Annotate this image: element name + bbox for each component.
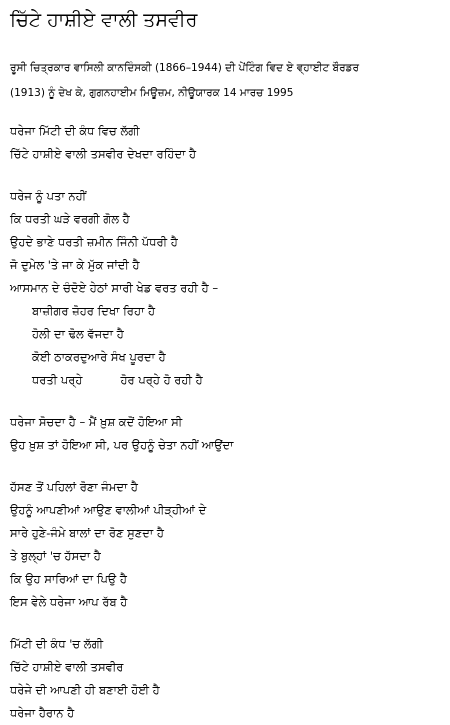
poem-line: ਧਰੇਜ ਨੂੰ ਪਤਾ ਨਹੀਂ (10, 189, 87, 203)
poem-line-indented: ਬਾਜ਼ੀਗਰ ਜ਼ੋਹਰ ਦਿਖਾ ਰਿਹਾ ਹੈ (32, 304, 156, 318)
poem-line: ਚਿੱਟੇ ਹਾਸ਼ੀਏ ਵਾਲੀ ਤਸਵੀਰ (10, 660, 124, 674)
intro-line: ਰੂਸੀ ਚਿਤ੍ਰਕਾਰ ਵਾਸਿਲੀ ਕਾਨਦਿੰਸਕੀ (1866–1944) ਦੀ ਪੇਂਟਿੰਗ ਵਿਦ ਏ ਵ੍ਹਾਈਟ ਬੌਰਡਰ (10, 62, 359, 74)
stanza-4 (10, 476, 440, 614)
poem-line: ਮਿੱਟੀ ਦੀ ਕੰਧ 'ਚ ਲੱਗੀ (10, 637, 104, 651)
poem-line: ਧਰੇਜਾ ਮਿੱਟੀ ਦੀ ਕੰਧ ਵਿਚ ਲੱਗੀ (10, 124, 140, 138)
stanza-3 (10, 411, 440, 457)
poem-line: ਸਾਰੇ ਹੁਣੇ-ਜੰਮੇ ਬਾਲਾਂ ਦਾ ਰੋਣ ਸੁਣਦਾ ਹੈ (10, 526, 164, 540)
poem-line: ਉਹਨੂੰ ਆਪਣੀਆਂ ਆਉਣ ਵਾਲੀਆਂ ਪੀੜ੍ਹੀਆਂ ਦੇ (10, 503, 207, 517)
poem-line: ਉਹਦੇ ਭਾਣੇ ਧਰਤੀ ਜ਼ਮੀਨ ਜਿੰਨੀ ਪੱਧਰੀ ਹੈ (10, 235, 178, 249)
split-line-right: ਹੋਰ ਪਰ੍ਹੇ ਹੋ ਰਹੀ ਹੈ (120, 373, 203, 387)
poem-line: ਧਰੇਜੇ ਦੀ ਆਪਣੀ ਹੀ ਬਣਾਈ ਹੋਈ ਹੈ (10, 683, 160, 697)
poem-line: ਇਸ ਵੇਲੇ ਧਰੇਜਾ ਆਪ ਰੱਬ ਹੈ (10, 595, 128, 609)
poem-line: ਆਸਮਾਨ ਦੇ ਚੰਦੋਏ ਹੇਠਾਂ ਸਾਰੀ ਖੇਡ ਵਰਤ ਰਹੀ ਹੈ – (10, 281, 219, 295)
intro-note (10, 56, 440, 106)
split-line-left: ਧਰਤੀ ਪਰ੍ਹੇ (32, 373, 83, 387)
stanza-2 (10, 185, 440, 392)
poem-line-indented: ਹੋਲੀ ਦਾ ਢੋਲ ਵੱਜਦਾ ਹੈ (32, 327, 124, 341)
poem-line: ਚਿੱਟੇ ਹਾਸ਼ੀਏ ਵਾਲੀ ਤਸਵੀਰ ਦੇਖਦਾ ਰਹਿੰਦਾ ਹੈ (10, 147, 197, 161)
poem-line: ਹੱਸਣ ਤੋਂ ਪਹਿਲਾਂ ਰੋਣਾ ਜੰਮਦਾ ਹੈ (10, 480, 138, 494)
poem-line: ਤੇ ਬੁਲ੍ਹਾਂ 'ਚ ਹੱਸਦਾ ਹੈ (10, 549, 101, 563)
poem-line: ਧਰੇਜਾ ਹੈਰਾਨ ਹੈ (10, 706, 75, 720)
poem-line: ਕਿ ਧਰਤੀ ਘੜੇ ਵਰਗੀ ਗੋਲ ਹੈ (10, 212, 130, 226)
poem-line: ਜੋ ਦੁਮੇਲ 'ਤੇ ਜਾ ਕੇ ਮੁੱਕ ਜਾਂਦੀ ਹੈ (10, 258, 140, 272)
intro-line: (1913) ਨੂੰ ਦੇਖ ਕੇ, ਗੁਗਨਹਾਈਮ ਮਿਊਜ਼ਮ, ਨੀਊਯਾਰਕ 14 ਮਾਰਚ 1995 (10, 87, 294, 99)
poem-line: ਉਹ ਖ਼ੁਸ਼ ਤਾਂ ਹੋਇਆ ਸੀ, ਪਰ ਉਹਨੂੰ ਚੇਤਾ ਨਹੀਂ ਆਉਂਦਾ (10, 438, 234, 452)
poem-line-indented: ਕੋਈ ਠਾਕਰਦੁਆਰੇ ਸੰਖ ਪੂਰਦਾ ਹੈ (32, 350, 166, 364)
poem-line: ਧਰੇਜਾ ਸੋਚਦਾ ਹੈ – ਮੈਂ ਖ਼ੁਸ਼ ਕਦੋਂ ਹੋਇਆ ਸੀ (10, 415, 183, 429)
poem-line-split (10, 369, 440, 392)
stanza-1 (10, 120, 440, 166)
poem-title: ਚਿੱਟੇ ਹਾਸ਼ੀਏ ਵਾਲੀ ਤਸਵੀਰ (10, 9, 198, 31)
poem-line: ਕਿ ਉਹ ਸਾਰਿਆਂ ਦਾ ਪਿਉ ਹੈ (10, 572, 127, 586)
stanza-5 (10, 633, 440, 725)
